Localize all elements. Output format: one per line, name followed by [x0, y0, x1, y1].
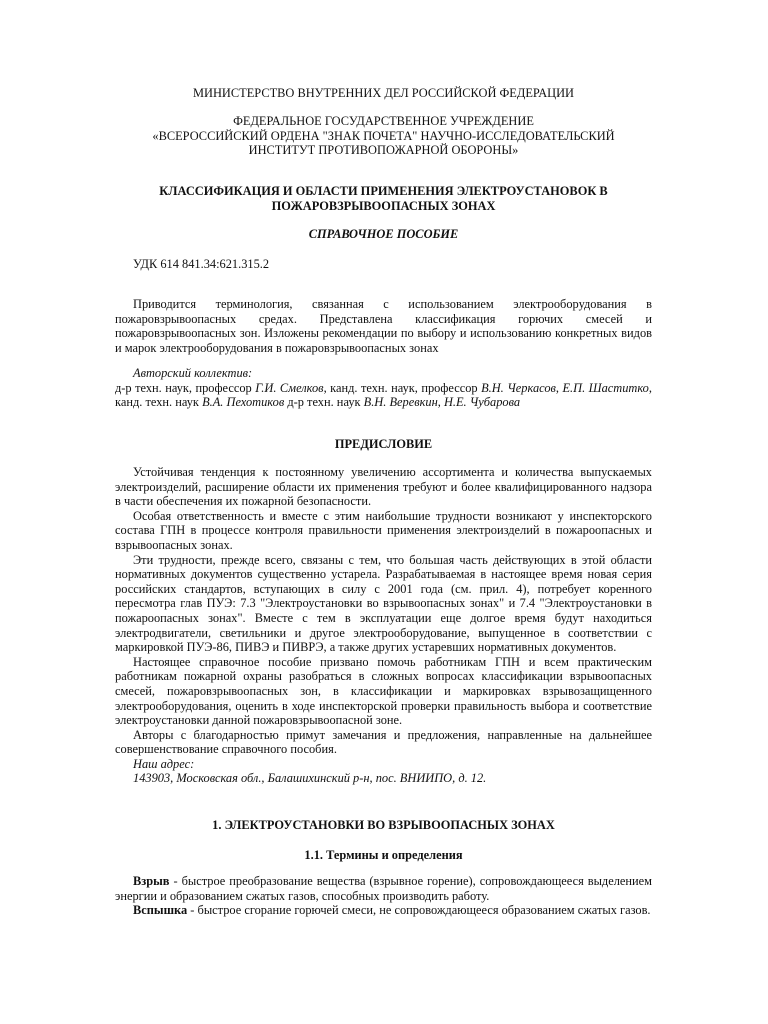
- authors-text: ,: [555, 380, 563, 395]
- title-line-2: ПОЖАРОВЗРЫВООПАСНЫХ ЗОНАХ: [271, 198, 496, 213]
- definition-text: - быстрое преобразование вещества (взрывное горение), сопровождающееся выделением энергии и образованием сжатых газов, способных производить работу.: [115, 874, 652, 903]
- section-1-1-subheading: 1.1. Термины и определения: [304, 848, 463, 862]
- section-1-heading: 1. ЭЛЕКТРОУСТАНОВКИ ВО ВЗРЫВООПАСНЫХ ЗОНАХ: [212, 818, 555, 832]
- abstract-paragraph: Приводится терминология, связанная с использованием электрооборудования в пожаровзрывоопасных средах. Представлена классификация горючих смесей и пожаровзрывоопасных зон. Изложены рекомендации по выбору и использованию конкретных видов и марок электрооборудования в пожаровзрывоопасных зонах: [115, 297, 652, 355]
- author-name: В.Н. Черкасов: [481, 380, 556, 395]
- term: Вспышка: [133, 903, 188, 918]
- authors-text: ,: [437, 395, 444, 410]
- authors-label: Авторский коллектив:: [133, 366, 253, 380]
- institution-name: [115, 114, 652, 158]
- foreword-paragraph-4: Настоящее справочное пособие призвано помочь работникам ГПН и всем практическим работникам пожарной охраны разобраться в сложных вопросах классификации взрывоопасных смесей, пожаровзрывоопасных зон, в классификации и маркировках взрывозащищенного электрооборудования, оценить в ходе инспекторской проверки правильность выбора и соответствие электроустановки данной пожаровзрывоопасной зоне.: [115, 654, 652, 728]
- author-name: Е.П. Шаститко: [562, 380, 649, 395]
- author-name: В.А. Пехотиков: [202, 395, 285, 410]
- author-name: В.Н. Веревкин: [363, 395, 438, 410]
- authors-text: , канд. техн. наук, профессор: [323, 380, 482, 395]
- foreword-paragraph-3: Эти трудности, прежде всего, связаны с тем, что большая часть действующих в этой области нормативных документов существенно устарела. Разрабатываемая в настоящее время новая серия российских стандартов, вступающих в силу с 2001 года (см. прил. 4), потребует коренного пересмотра глав ПУЭ: 7.3 "Электроустановки во взрывоопасных зонах" и 7.4 "Электроустановки в пожароопасных зонах". Вместе с тем в эксплуатации еще долгое время будут находиться электродвигатели, светильники и другое электрооборудование, выпущенное в соответствии с маркировкой ПУЭ-86, ПИВЭ и ПИВРЭ, а также других устаревших нормативных документов.: [115, 552, 652, 655]
- authors-list: [115, 381, 652, 410]
- institution-line-2: «ВСЕРОССИЙСКИЙ ОРДЕНА "ЗНАК ПОЧЕТА" НАУЧНО-ИССЛЕДОВАТЕЛЬСКИЙ: [152, 128, 615, 143]
- authors-text: , канд. техн. наук: [115, 380, 652, 410]
- definition-text: - быстрое сгорание горючей смеси, не сопровождающееся образованием сжатых газов.: [187, 903, 651, 918]
- foreword-paragraph-5: Авторы с благодарностью примут замечания и предложения, направленные на дальнейшее совершенствование справочного пособия.: [115, 727, 652, 757]
- address-text: 143903, Московская обл., Балашихинский р-н, пос. ВНИИПО, д. 12.: [133, 771, 487, 786]
- foreword-paragraph-1: Устойчивая тенденция к постоянному увеличению ассортимента и количества выпускаемых электроизделий, расширение области их применения требуют и более квалифицированного надзора в части обеспечения их пожарной безопасности.: [115, 465, 652, 509]
- document-title: [115, 184, 652, 213]
- definition-item: [115, 874, 652, 903]
- authors-text: д-р техн. наук: [284, 395, 364, 410]
- ministry-name: МИНИСТЕРСТВО ВНУТРЕННИХ ДЕЛ РОССИЙСКОЙ ФЕДЕРАЦИИ: [193, 86, 574, 100]
- udk-code: УДК 614 841.34:621.315.2: [133, 257, 270, 271]
- institution-line-3: ИНСТИТУТ ПРОТИВОПОЖАРНОЙ ОБОРОНЫ»: [248, 143, 519, 158]
- definition-item: [115, 903, 652, 918]
- title-line-1: КЛАССИФИКАЦИЯ И ОБЛАСТИ ПРИМЕНЕНИЯ ЭЛЕКТРОУСТАНОВОК В: [159, 184, 608, 198]
- authors-text: д-р техн. наук, профессор: [115, 380, 256, 395]
- definitions-list: [115, 874, 652, 918]
- author-name: Г.И. Смелков: [255, 380, 324, 395]
- author-name: Н.Е. Чубарова: [443, 395, 521, 410]
- foreword-heading: ПРЕДИСЛОВИЕ: [334, 437, 433, 451]
- authors-block: [115, 366, 652, 410]
- address-label: Наш адрес:: [133, 756, 195, 771]
- foreword-paragraph-2: Особая ответственность и вместе с этим наибольшие трудности возникают у инспекторского состава ГПН в процессе контроля правильности применения электроизделий в пожароопасных и взрывоопасных зонах.: [115, 508, 652, 552]
- term: Взрыв: [133, 874, 170, 888]
- foreword-body: [115, 465, 652, 786]
- document-subtitle: СПРАВОЧНОЕ ПОСОБИЕ: [308, 227, 459, 241]
- institution-line-1: ФЕДЕРАЛЬНОЕ ГОСУДАРСТВЕННОЕ УЧРЕЖДЕНИЕ: [233, 114, 534, 128]
